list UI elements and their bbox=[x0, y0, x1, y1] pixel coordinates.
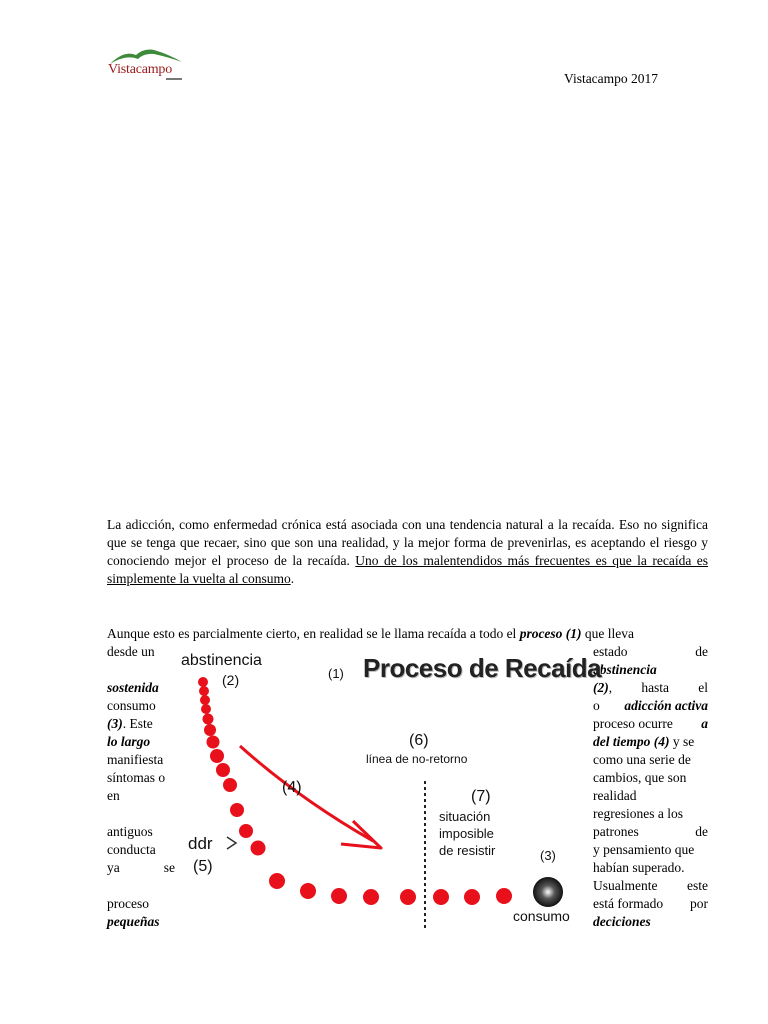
lead-text: Aunque esto es parcialmente cierto, en realidad se le llama recaída a todo el bbox=[107, 626, 520, 641]
logo-underline bbox=[166, 78, 182, 80]
left-line: conducta bbox=[107, 842, 156, 857]
right-text: de bbox=[695, 824, 708, 839]
left-line: sostenida bbox=[107, 680, 159, 695]
right-text: , bbox=[608, 680, 613, 695]
left-line-empty bbox=[107, 661, 175, 679]
right-text: de bbox=[695, 644, 708, 659]
left-line: lo largo bbox=[107, 734, 151, 749]
left-line-empty bbox=[107, 877, 175, 895]
right-line bbox=[593, 715, 708, 733]
right-text-column bbox=[593, 643, 708, 931]
time-arrow bbox=[240, 746, 373, 841]
left-line bbox=[107, 715, 175, 733]
right-bold: a bbox=[701, 716, 708, 731]
paragraph-process-lead bbox=[107, 625, 708, 643]
right-text: o bbox=[593, 698, 600, 713]
left-line: en bbox=[107, 788, 120, 803]
label-situacion-3: de resistir bbox=[439, 843, 496, 858]
figure-title: Proceso de Recaída bbox=[363, 653, 602, 683]
left-line: desde un bbox=[107, 644, 155, 659]
right-line: y pensamiento que bbox=[593, 842, 695, 857]
right-line: cambios, que son bbox=[593, 770, 687, 785]
label-7: (7) bbox=[471, 788, 491, 805]
paragraph-intro-end: . bbox=[290, 571, 295, 586]
label-ddr: ddr bbox=[188, 834, 213, 853]
left-line bbox=[107, 859, 175, 877]
right-line: realidad bbox=[593, 788, 637, 803]
left-line: síntomas o bbox=[107, 770, 166, 785]
left-text: . Este bbox=[122, 716, 153, 731]
logo-text: Vistacampo bbox=[108, 62, 173, 77]
right-line bbox=[593, 733, 708, 751]
right-bold: adicción activa bbox=[624, 698, 708, 713]
relapse-process-figure bbox=[178, 648, 602, 933]
label-consumo: consumo bbox=[513, 908, 570, 924]
label-3: (3) bbox=[540, 848, 556, 863]
right-line: como una serie de bbox=[593, 752, 691, 767]
label-5: (5) bbox=[193, 858, 213, 875]
header-title: Vistacampo 2017 bbox=[564, 71, 659, 86]
consumo-ball-icon bbox=[533, 877, 563, 907]
right-text: y se bbox=[669, 734, 695, 749]
paragraph-intro bbox=[107, 516, 708, 588]
label-4: (4) bbox=[282, 779, 302, 796]
left-bold: (3) bbox=[107, 716, 123, 731]
right-line: habían superado. bbox=[593, 860, 685, 875]
label-linea: línea de no-retorno bbox=[366, 752, 468, 766]
right-bold: (2) bbox=[593, 680, 609, 695]
right-bold: del tiempo (4) bbox=[593, 734, 670, 749]
left-line: proceso bbox=[107, 896, 149, 911]
lead-end: que lleva bbox=[581, 626, 635, 641]
left-line: pequeñas bbox=[107, 914, 160, 929]
lead-bold: proceso (1) bbox=[519, 626, 582, 641]
label-1: (1) bbox=[328, 666, 344, 681]
left-line: manifiesta bbox=[107, 752, 164, 767]
right-line bbox=[593, 823, 708, 841]
label-situacion-2: imposible bbox=[439, 826, 494, 841]
right-text: estado bbox=[593, 644, 628, 659]
ddr-arrow bbox=[227, 837, 236, 849]
relapse-dots bbox=[198, 677, 512, 905]
right-text: este bbox=[687, 878, 708, 893]
right-line bbox=[593, 643, 708, 661]
right-line: abstinencia bbox=[593, 662, 657, 677]
left-text-column bbox=[107, 643, 175, 931]
right-line bbox=[593, 895, 708, 913]
label-2: (2) bbox=[222, 672, 240, 688]
right-line bbox=[593, 877, 708, 895]
right-text: Usualmente bbox=[593, 878, 658, 893]
right-line bbox=[593, 697, 708, 715]
label-abstinencia: abstinencia bbox=[181, 652, 262, 669]
right-text: hasta bbox=[641, 680, 670, 695]
left-text: ya bbox=[107, 860, 120, 875]
vistacampo-logo bbox=[104, 46, 188, 86]
left-line: consumo bbox=[107, 698, 156, 713]
label-6: (6) bbox=[409, 732, 429, 749]
left-text: se bbox=[163, 860, 175, 875]
right-text: el bbox=[698, 680, 708, 695]
paragraph-intro-text: La adicción, como enfermedad crónica está asociada con una tendencia natural a la recaída. Eso no significa que se tenga que recaer, sino que son una realidad, y la mejor forma de prevenirlas, es aceptando el riesgo y conociendo mejor el proceso de la recaída. bbox=[107, 517, 708, 568]
right-text: está formado bbox=[593, 896, 664, 911]
right-line: regresiones a los bbox=[593, 806, 683, 821]
left-line-empty bbox=[107, 805, 175, 823]
right-line: deciciones bbox=[593, 914, 651, 929]
right-text: por bbox=[690, 896, 708, 911]
right-text: patrones bbox=[593, 824, 639, 839]
left-line: antiguos bbox=[107, 824, 153, 839]
right-text: proceso ocurre bbox=[593, 716, 673, 731]
relapse-diagram bbox=[178, 648, 588, 933]
paragraph-intro-underlined: Uno de los malentendidos más frecuentes es que la recaída es simplemente la vuelta al consumo bbox=[107, 553, 708, 586]
label-situacion-1: situación bbox=[439, 809, 491, 824]
right-line bbox=[593, 679, 708, 697]
